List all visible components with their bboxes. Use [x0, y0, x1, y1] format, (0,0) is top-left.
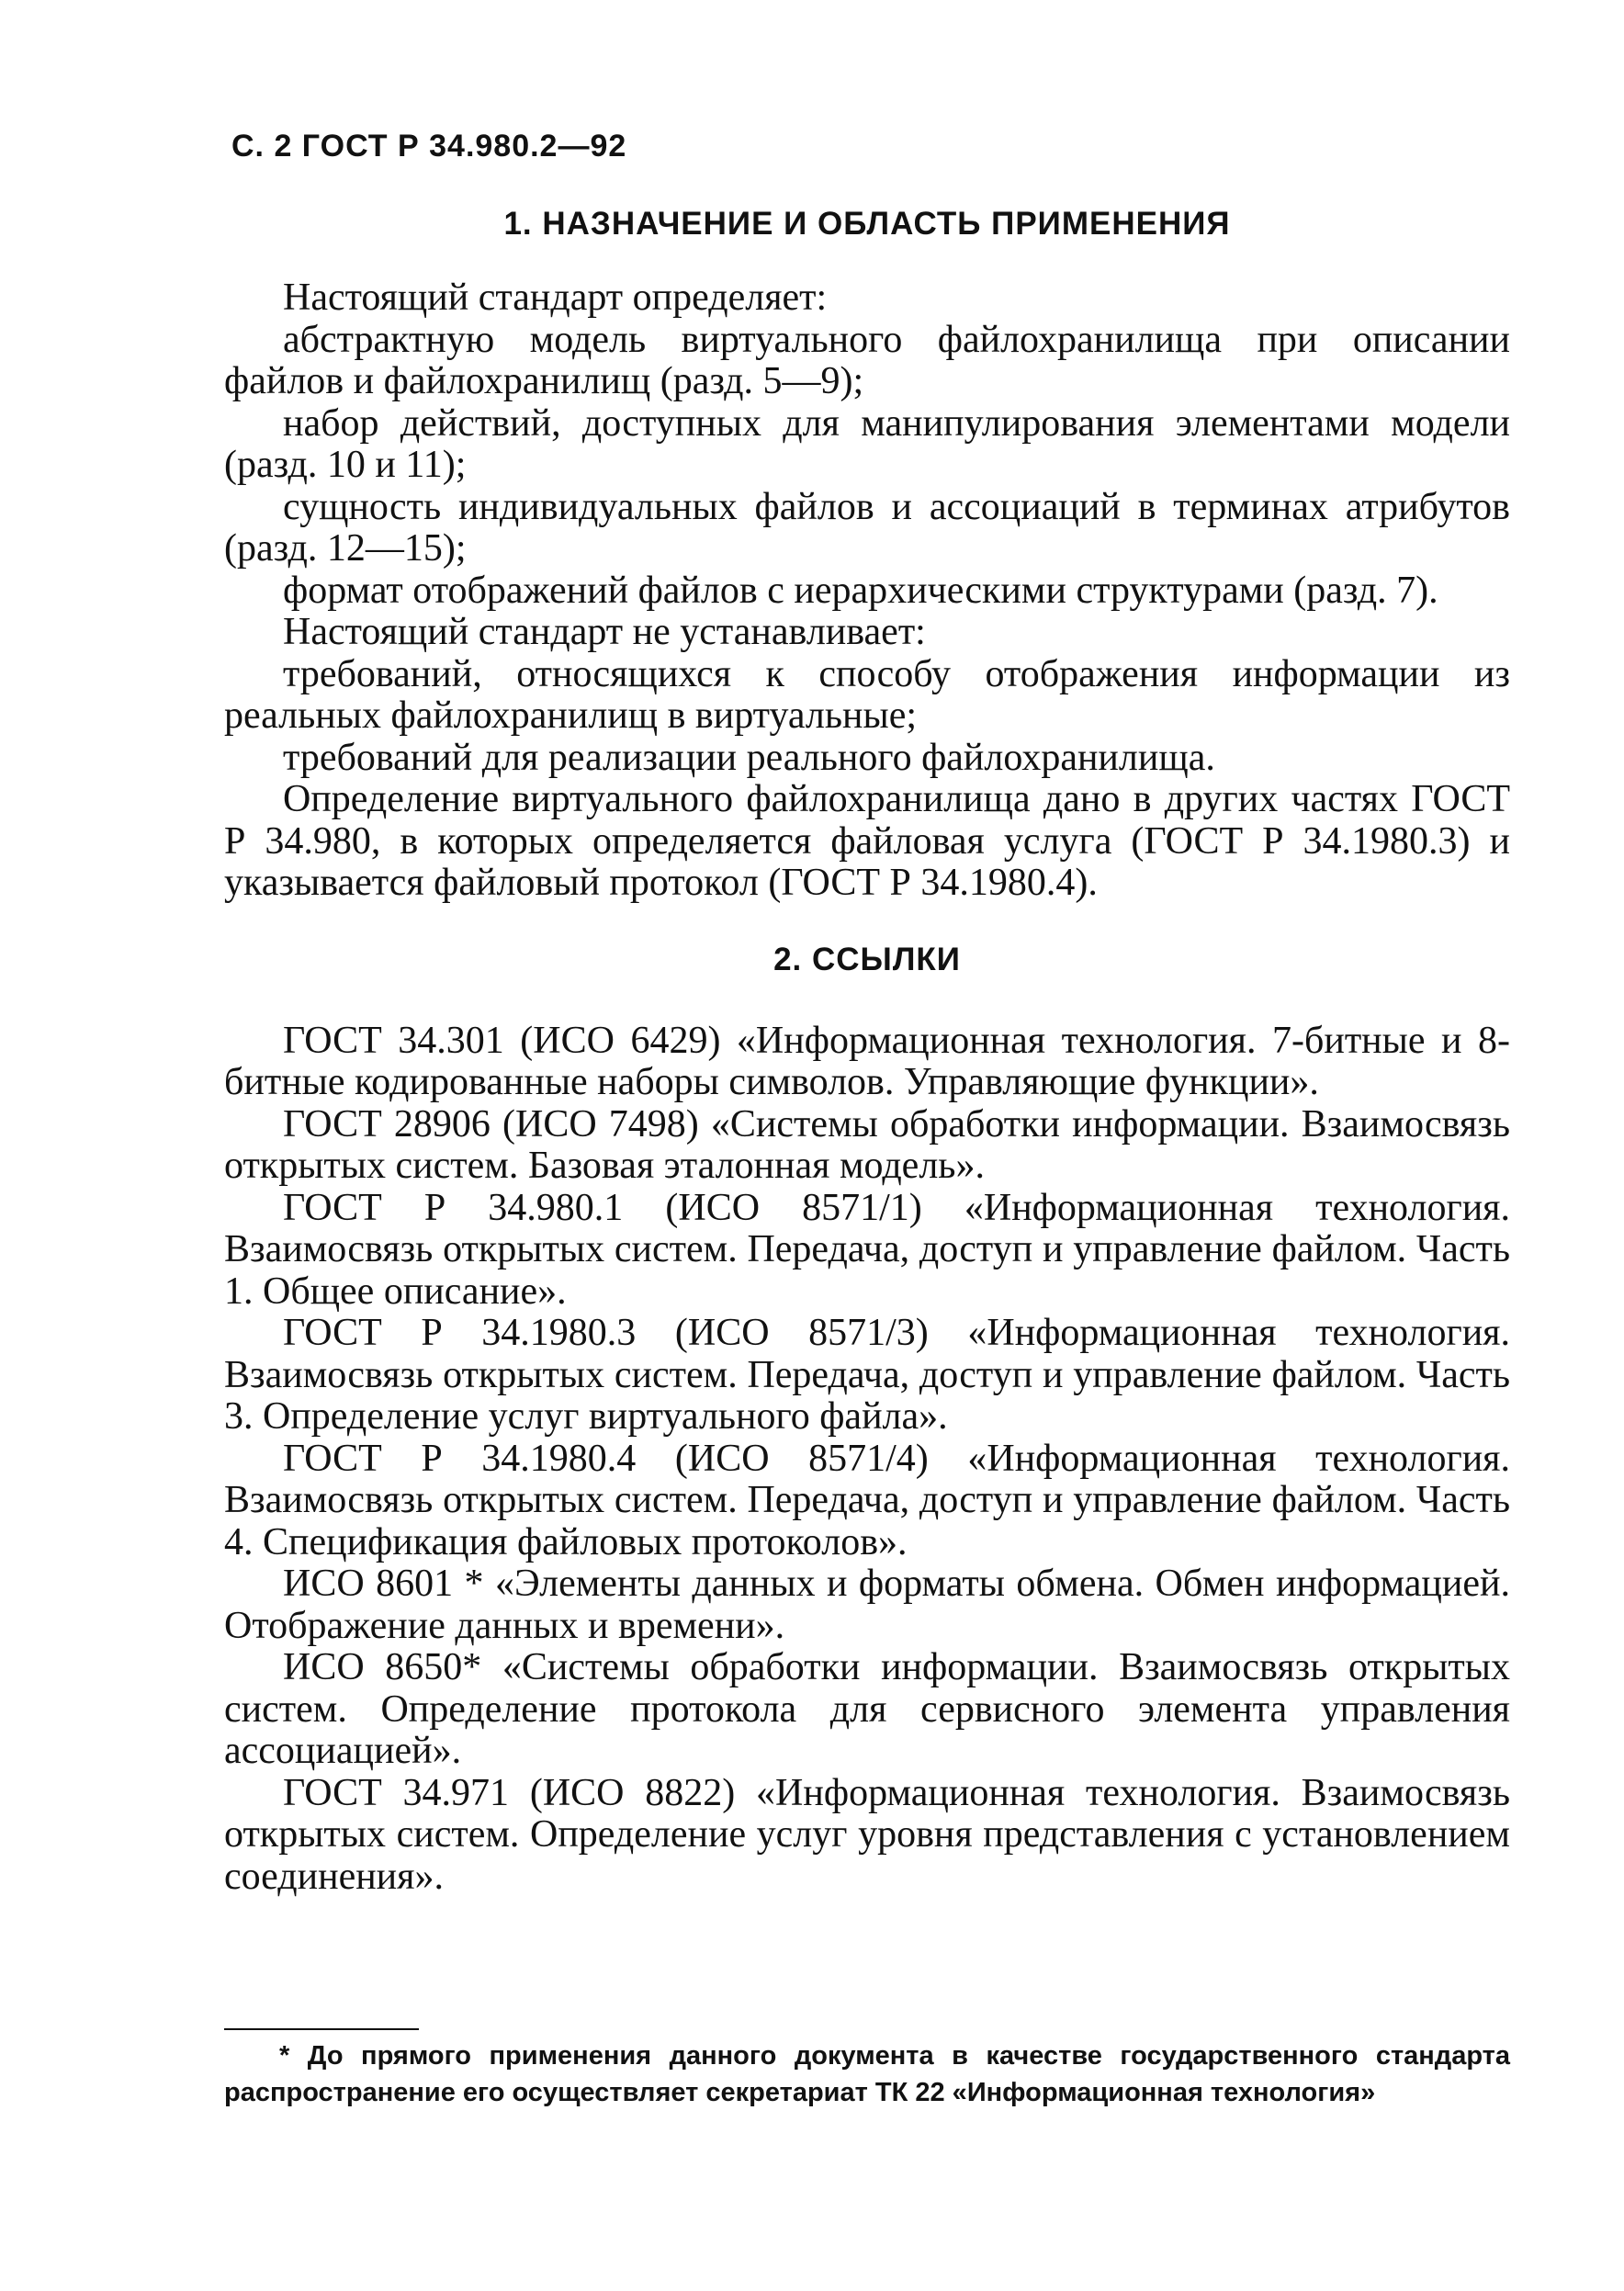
reference-item: ГОСТ Р 34.1980.4 (ИСО 8571/4) «Информационная технология. Взаимосвязь открытых систем. Передача, доступ и управление файлом. Часть 4. Спецификация файловых протоколов». — [224, 1437, 1510, 1563]
reference-item: ГОСТ 34.971 (ИСО 8822) «Информационная технология. Взаимосвязь открытых систем. Определение услуг уровня представления с установлением соединения». — [224, 1771, 1510, 1898]
section-1-paragraph: абстрактную модель виртуального файлохранилища при описании файлов и файлохранилищ (разд. 5—9); — [224, 318, 1510, 402]
reference-item: ГОСТ 34.301 (ИСО 6429) «Информационная технология. 7-битные и 8-битные кодированные наборы символов. Управляющие функции». — [224, 1019, 1510, 1103]
section-1-paragraph: требований, относящихся к способу отображения информации из реальных файлохранилищ в виртуальные; — [224, 652, 1510, 737]
section-1-paragraph: Настоящий стандарт не устанавливает: — [283, 611, 926, 653]
section-1-title: 1. НАЗНАЧЕНИЕ И ОБЛАСТЬ ПРИМЕНЕНИЯ — [503, 206, 1231, 242]
section-1-paragraph: формат отображений файлов с иерархическими структурами (разд. 7). — [283, 569, 1438, 612]
reference-item: ГОСТ Р 34.1980.3 (ИСО 8571/3) «Информационная технология. Взаимосвязь открытых систем. Передача, доступ и управление файлом. Часть 3. Определение услуг виртуального файла». — [224, 1312, 1510, 1438]
section-1-paragraph: Определение виртуального файлохранилища дано в других частях ГОСТ Р 34.980, в которых определяется файловая услуга (ГОСТ Р 34.1980.3) и указывается файловый протокол (ГОСТ Р 34.1980.4). — [224, 778, 1510, 904]
reference-item: ГОСТ Р 34.980.1 (ИСО 8571/1) «Информационная технология. Взаимосвязь открытых систем. Передача, доступ и управление файлом. Часть 1. Общее описание». — [224, 1186, 1510, 1313]
section-1-paragraph: набор действий, доступных для манипулирования элементами модели (разд. 10 и 11); — [224, 401, 1510, 486]
section-1-paragraph: Настоящий стандарт определяет: — [283, 276, 828, 319]
section-1-paragraph: сущность индивидуальных файлов и ассоциаций в терминах атрибутов (разд. 12—15); — [224, 485, 1510, 570]
section-2-title: 2. ССЫЛКИ — [773, 941, 961, 977]
section-1-paragraph: требований для реализации реального файлохранилища. — [283, 736, 1215, 779]
page-header: С. 2 ГОСТ Р 34.980.2—92 — [231, 129, 627, 164]
page-content — [224, 204, 1510, 1898]
reference-item: ИСО 8650* «Системы обработки информации. Взаимосвязь открытых систем. Определение протокола для сервисного элемента управления ассоциацией». — [224, 1646, 1510, 1772]
reference-item: ГОСТ 28906 (ИСО 7498) «Системы обработки информации. Взаимосвязь открытых систем. Базовая эталонная модель». — [224, 1102, 1510, 1187]
footnote-text: * До прямого применения данного документа в качестве государственного стандарта распространение его осуществляет секретариат ТК 22 «Информационная технология» — [224, 2041, 1510, 2107]
footnote-divider — [224, 2028, 419, 2030]
reference-item: ИСО 8601 * «Элементы данных и форматы обмена. Обмен информацией. Отображение данных и времени». — [224, 1563, 1510, 1647]
